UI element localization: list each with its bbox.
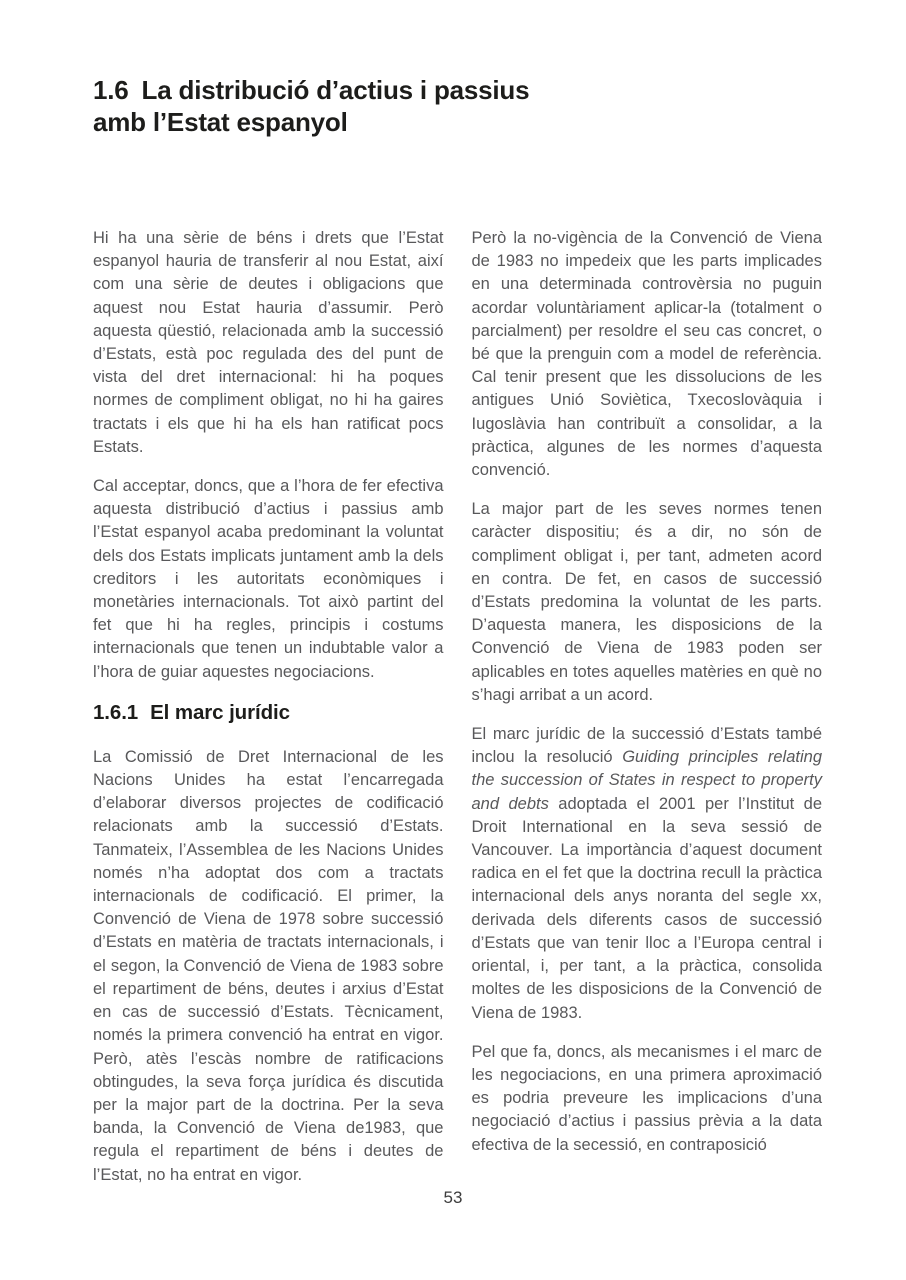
page-title: [93, 74, 822, 138]
section-heading-number: 1.6.1: [93, 700, 139, 724]
paragraph: Cal acceptar, doncs, que a l’hora de fer efectiva aquesta distribució d’actius i passius amb l’Estat espanyol acaba predominant la voluntat dels dos Estats implicats juntament amb la dels creditors i les autoritats econòmiques i monetàries internacionals. Tot això partint del fet que hi ha regles, principis i costums internacionals que tenen un indubtable valor a l’hora de guiar aquestes negociacions.: [93, 477, 444, 681]
left-column: [93, 227, 444, 1187]
section-heading: [93, 700, 444, 726]
page-title-line-2: amb l’Estat espanyol: [93, 107, 348, 137]
page-title-text: La distribució d’actius i passius: [141, 75, 530, 105]
page-title-line-1: [93, 74, 822, 106]
paragraph: Pel que fa, doncs, als mecanismes i el marc de les negociacions, en una primera aproximació es podria preveure les implicacions d’una negociació d’actius i passius prèvia a la data efectiva de la secessió, en contraposició: [471, 1042, 822, 1154]
section-heading-label: El marc jurídic: [150, 700, 290, 724]
two-column-body: [93, 227, 822, 1187]
italic-citation: Guiding principles relating the succession of States in respect to property and debts: [471, 748, 822, 813]
paragraph: Però la no-vigència de la Convenció de Viena de 1983 no impedeix que les parts implicades en una determinada controvèrsia no puguin acordar voluntàriament aplicar-la (totalment o parcialment) per resoldre el seu cas concret, o bé que la prenguin com a model de referència. Cal tenir present que les dissolucions de les antigues Unió Soviètica, Txecoslovàquia i Iugoslàvia han contribuït a consolidar, a la pràctica, algunes de les normes d’aquesta convenció.: [471, 229, 822, 480]
page-content: [93, 74, 822, 1187]
page-footer: [0, 1186, 906, 1209]
paragraph: Hi ha una sèrie de béns i drets que l’Estat espanyol hauria de transferir al nou Estat, així com una sèrie de deutes i obligacions que aquest nou Estat hauria d’assumir. Però aquesta qüestió, relacionada amb la successió d’Estats, està poc regulada des del punt de vista del dret internacional: hi ha poques normes de compliment obligat, no hi ha gaires tractats i els que hi ha els han ratificat pocs Estats.: [93, 229, 444, 456]
paragraph: La major part de les seves normes tenen caràcter dispositiu; és a dir, no són de compliment obligat i, per tant, admeten acord en contra. De fet, en casos de successió d’Estats predomina la voluntat de les parts. D’aquesta manera, les disposicions de la Convenció de Viena de 1983 poden ser aplicables en totes aquelles matèries en què no s’hagi arribat a un acord.: [471, 500, 822, 704]
citation-text-after: adoptada el 2001 per l’Institut de Droit International en la seva sessió de Vancouver. La importància d’aquest document radica en el fet que la doctrina recull la pràctica internacional dels anys noranta del segle xx, derivada dels diferents casos de successió d’Estats que van tenir lloc a l’Europa central i oriental, i, per tant, a la pràctica, consolida moltes de les disposicions de la Convenció de Viena de 1983.: [471, 794, 822, 1022]
citation-text-before: El marc jurídic de la successió d’Estats també inclou la resolució: [471, 725, 822, 767]
page-number: 53: [443, 1188, 463, 1207]
right-column: [472, 227, 823, 1187]
paragraph-with-citation: [472, 723, 823, 1025]
paragraph: La Comissió de Dret Internacional de les Nacions Unides ha estat l’encarregada d’elaborar diversos projectes de codificació relacionats amb la successió d’Estats. Tanmateix, l’Assemblea de les Nacions Unides només n’ha adoptat dos com a tractats internacionals de codificació. El primer, la Convenció de Viena de 1978 sobre successió d’Estats en matèria de tractats internacionals, i el segon, la Convenció de Viena de 1983 sobre el repartiment de béns, deutes i arxius d’Estat en cas de successió d’Estats. Tècnicament, només la primera convenció ha entrat en vigor. Però, atès l’escàs nombre de ratificacions obtingudes, la seva força jurídica és discutida per la major part de la doctrina. Per la seva banda, la Convenció de Viena de1983, que regula el repartiment de béns i deutes de l’Estat, no ha entrat en vigor.: [93, 747, 444, 1184]
section-number: 1.6: [93, 75, 129, 105]
